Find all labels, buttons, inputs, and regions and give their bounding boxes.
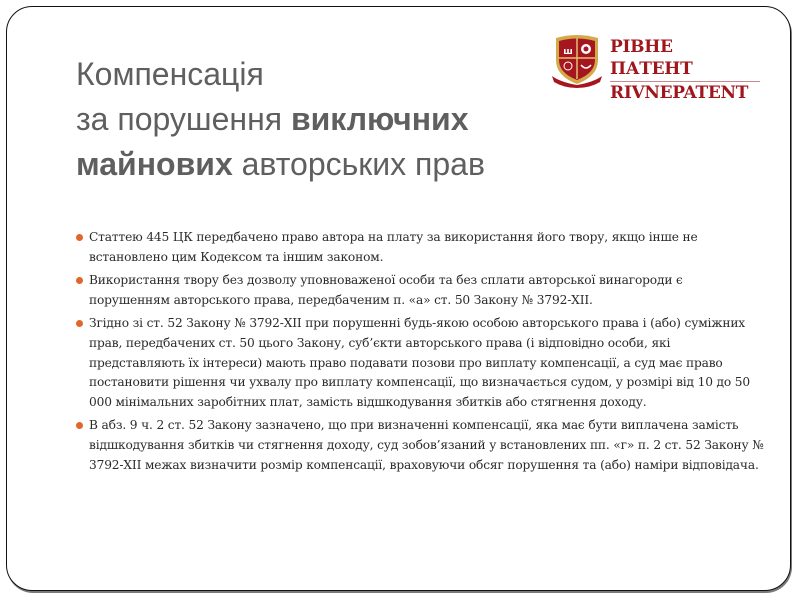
bullet-dot-icon: [76, 320, 83, 327]
title-line-1: Компенсація: [76, 56, 264, 92]
rivnepatent-logo: [550, 32, 760, 103]
title-line-3-bold: майнових: [76, 146, 233, 182]
bullet-text: В абз. 9 ч. 2 ст. 52 Закону зазначено, що при визначенні компенсації, яка має бути виплачена замість відшкодування збитків чи стягнення доходу, суд зобов’язаний у встановлених пп. «г» п. 2 ст. 52 Закону № 3792-XII межах визначити розмір компенсації, враховуючи обсяг порушення та (або) наміри відповідача.: [89, 418, 764, 472]
title-line-3-normal: авторських прав: [232, 146, 485, 182]
crest-shield-icon: [550, 32, 604, 88]
bullet-text: Згідно зі ст. 52 Закону № 3792-XII при порушенні будь-якою особою авторського права і (або) суміжних прав, передбачених ст. 50 цього Закону, суб’єкти авторського права (і відповідно особи, які представляють їх інтереси) мають право подавати позови про виплату компенсації, а суд має право постановити рішення чи ухвалу про виплату компенсації, що визначається судом, у розмірі від 10 до 50 000 мінімальних заробітних плат, замість відшкодування збитків або стягнення доходу.: [89, 316, 751, 409]
bullet-text: Використання твору без дозволу уповноваженої особи та без сплати авторської винагороди є порушенням авторського права, передбаченим п. «а» ст. 50 Закону № 3792-XII.: [89, 273, 683, 307]
bullet-dot-icon: [76, 422, 83, 429]
title-line-2-bold: виключних: [290, 101, 469, 137]
bullet-item: [76, 271, 766, 310]
bullet-dot-icon: [76, 277, 83, 284]
bullet-item: [76, 314, 766, 412]
bullet-item: [76, 416, 766, 475]
bullet-dot-icon: [76, 234, 83, 241]
slide-body: [76, 228, 766, 479]
bullet-list: [76, 228, 766, 475]
logo-text-cyrillic: РІВНЕ ПАТЕНТ: [610, 36, 760, 82]
bullet-item: [76, 228, 766, 267]
title-line-2-normal: за порушення: [76, 101, 291, 137]
bullet-text: Статтею 445 ЦК передбачено право автора на плату за використання його твору, якщо інше не встановлено цим Кодексом та іншим законом.: [89, 230, 698, 264]
svg-text:ш: ш: [563, 47, 573, 57]
logo-text-latin: RIVNEPATENT: [610, 83, 749, 103]
slide-title: [76, 52, 556, 187]
